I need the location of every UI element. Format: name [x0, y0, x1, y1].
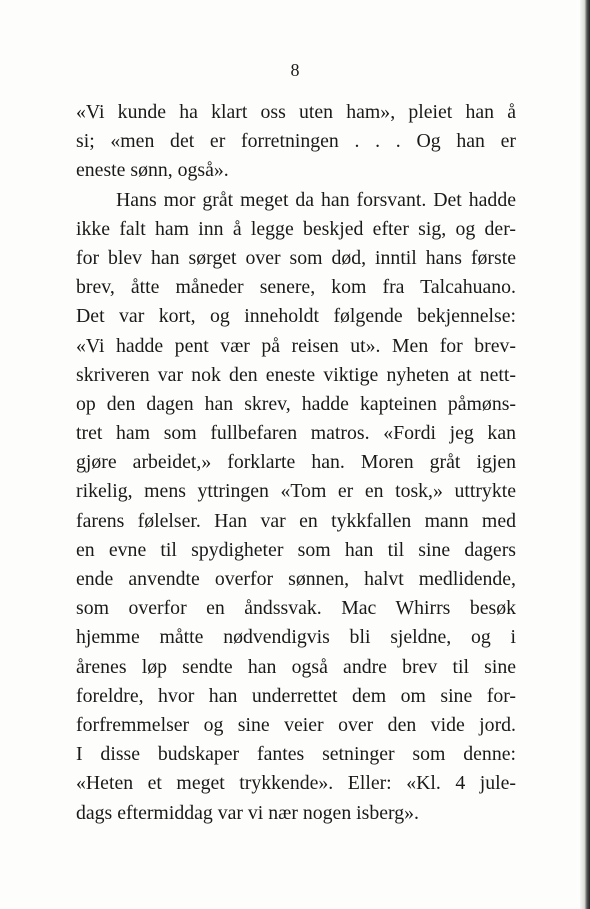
text-line-12: tret ham som fullbefaren matros. «Fordi jeg kan [76, 422, 516, 445]
text-line-7: brev, åtte måneder senere, kom fra Talcahuano. [76, 276, 516, 299]
text-line-6: for blev han sørget over som død, inntil hans første [76, 246, 516, 269]
text-line-4: Hans mor gråt meget da han forsvant. Det hadde [116, 188, 516, 211]
text-line-15: farens følelser. Han var en tykkfallen mann med [76, 509, 516, 532]
text-line-17: ende anvendte overfor sønnen, halvt medlidende, [76, 568, 516, 590]
text-line-5: ikke falt ham inn å legge beskjed efter sig, og der- [76, 217, 516, 240]
text-line-19: hjemme måtte nødvendigvis bli sjeldne, og i [76, 626, 516, 649]
text-line-24: «Heten et meget trykkende». Eller: «Kl. 4 jule- [76, 772, 516, 795]
text-line-25: dags eftermiddag var vi nær nogen isberg». [76, 801, 419, 824]
text-line-18: som overfor en åndssvak. Mac Whirrs besøk [76, 597, 516, 620]
text-line-22: forfremmelser og sine veier over den vide jord. [76, 713, 516, 736]
text-line-14: rikelig, mens yttringen «Tom er en tosk,» uttrykte [76, 480, 516, 503]
text-line-13: gjøre arbeidet,» forklarte han. Moren gråt igjen [76, 451, 516, 474]
page-number: 8 [290, 60, 300, 80]
text-line-21: foreldre, hvor han underrettet dem om sine for- [76, 684, 516, 707]
text-line-23: I disse budskaper fantes setninger som denne: [76, 743, 516, 766]
text-line-2: si; «men det er forretningen . . . Og han er [76, 130, 516, 153]
text-line-3: eneste sønn, også». [76, 159, 229, 182]
text-line-1: «Vi kunde ha klart oss uten ham», pleiet han å [76, 101, 516, 123]
text-line-9: «Vi hadde pent vær på reisen ut». Men for brev- [76, 334, 516, 357]
text-line-11: op den dagen han skrev, hadde kapteinen påmøns- [76, 392, 516, 415]
text-line-8: Det var kort, og inneholdt følgende bekjennelse: [76, 305, 516, 328]
text-line-10: skriveren var nok den eneste viktige nyheten at nett- [76, 363, 516, 386]
text-line-20: årenes løp sendte han også andre brev til sine [76, 655, 516, 678]
body-text [76, 98, 516, 828]
text-line-16: en evne til spydigheter som han til sine dagers [76, 538, 516, 561]
binding-edge [580, 0, 590, 909]
